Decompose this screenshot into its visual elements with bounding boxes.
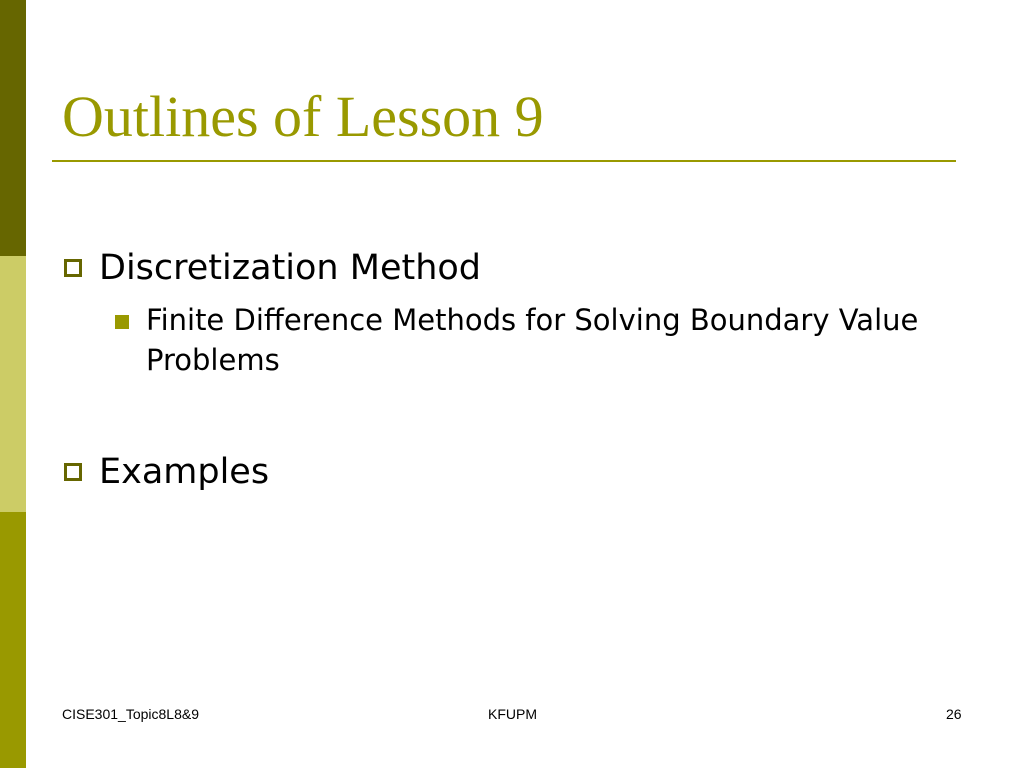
filled-square-bullet-icon: [115, 315, 129, 329]
bullet-text: Discretization Method: [99, 248, 482, 288]
sub-bullet-text: Finite Difference Methods for Solving Boundary Value Problems: [146, 303, 919, 377]
side-bar-top-segment: [0, 0, 26, 256]
bullet-discretization-method: [64, 246, 481, 290]
footer-institution: KFUPM: [488, 706, 537, 722]
footer-course-code: CISE301_Topic8L8&9: [62, 706, 199, 722]
hollow-square-bullet-icon: [64, 463, 82, 481]
side-bar-bottom-segment: [0, 512, 26, 768]
bullet-examples: [64, 450, 269, 494]
slide-title: Outlines of Lesson 9: [62, 84, 544, 149]
title-underline: [52, 160, 956, 162]
side-bar-middle-segment: [0, 256, 26, 512]
bullet-text: Examples: [99, 452, 270, 492]
footer-page-number: 26: [946, 706, 962, 722]
hollow-square-bullet-icon: [64, 259, 82, 277]
